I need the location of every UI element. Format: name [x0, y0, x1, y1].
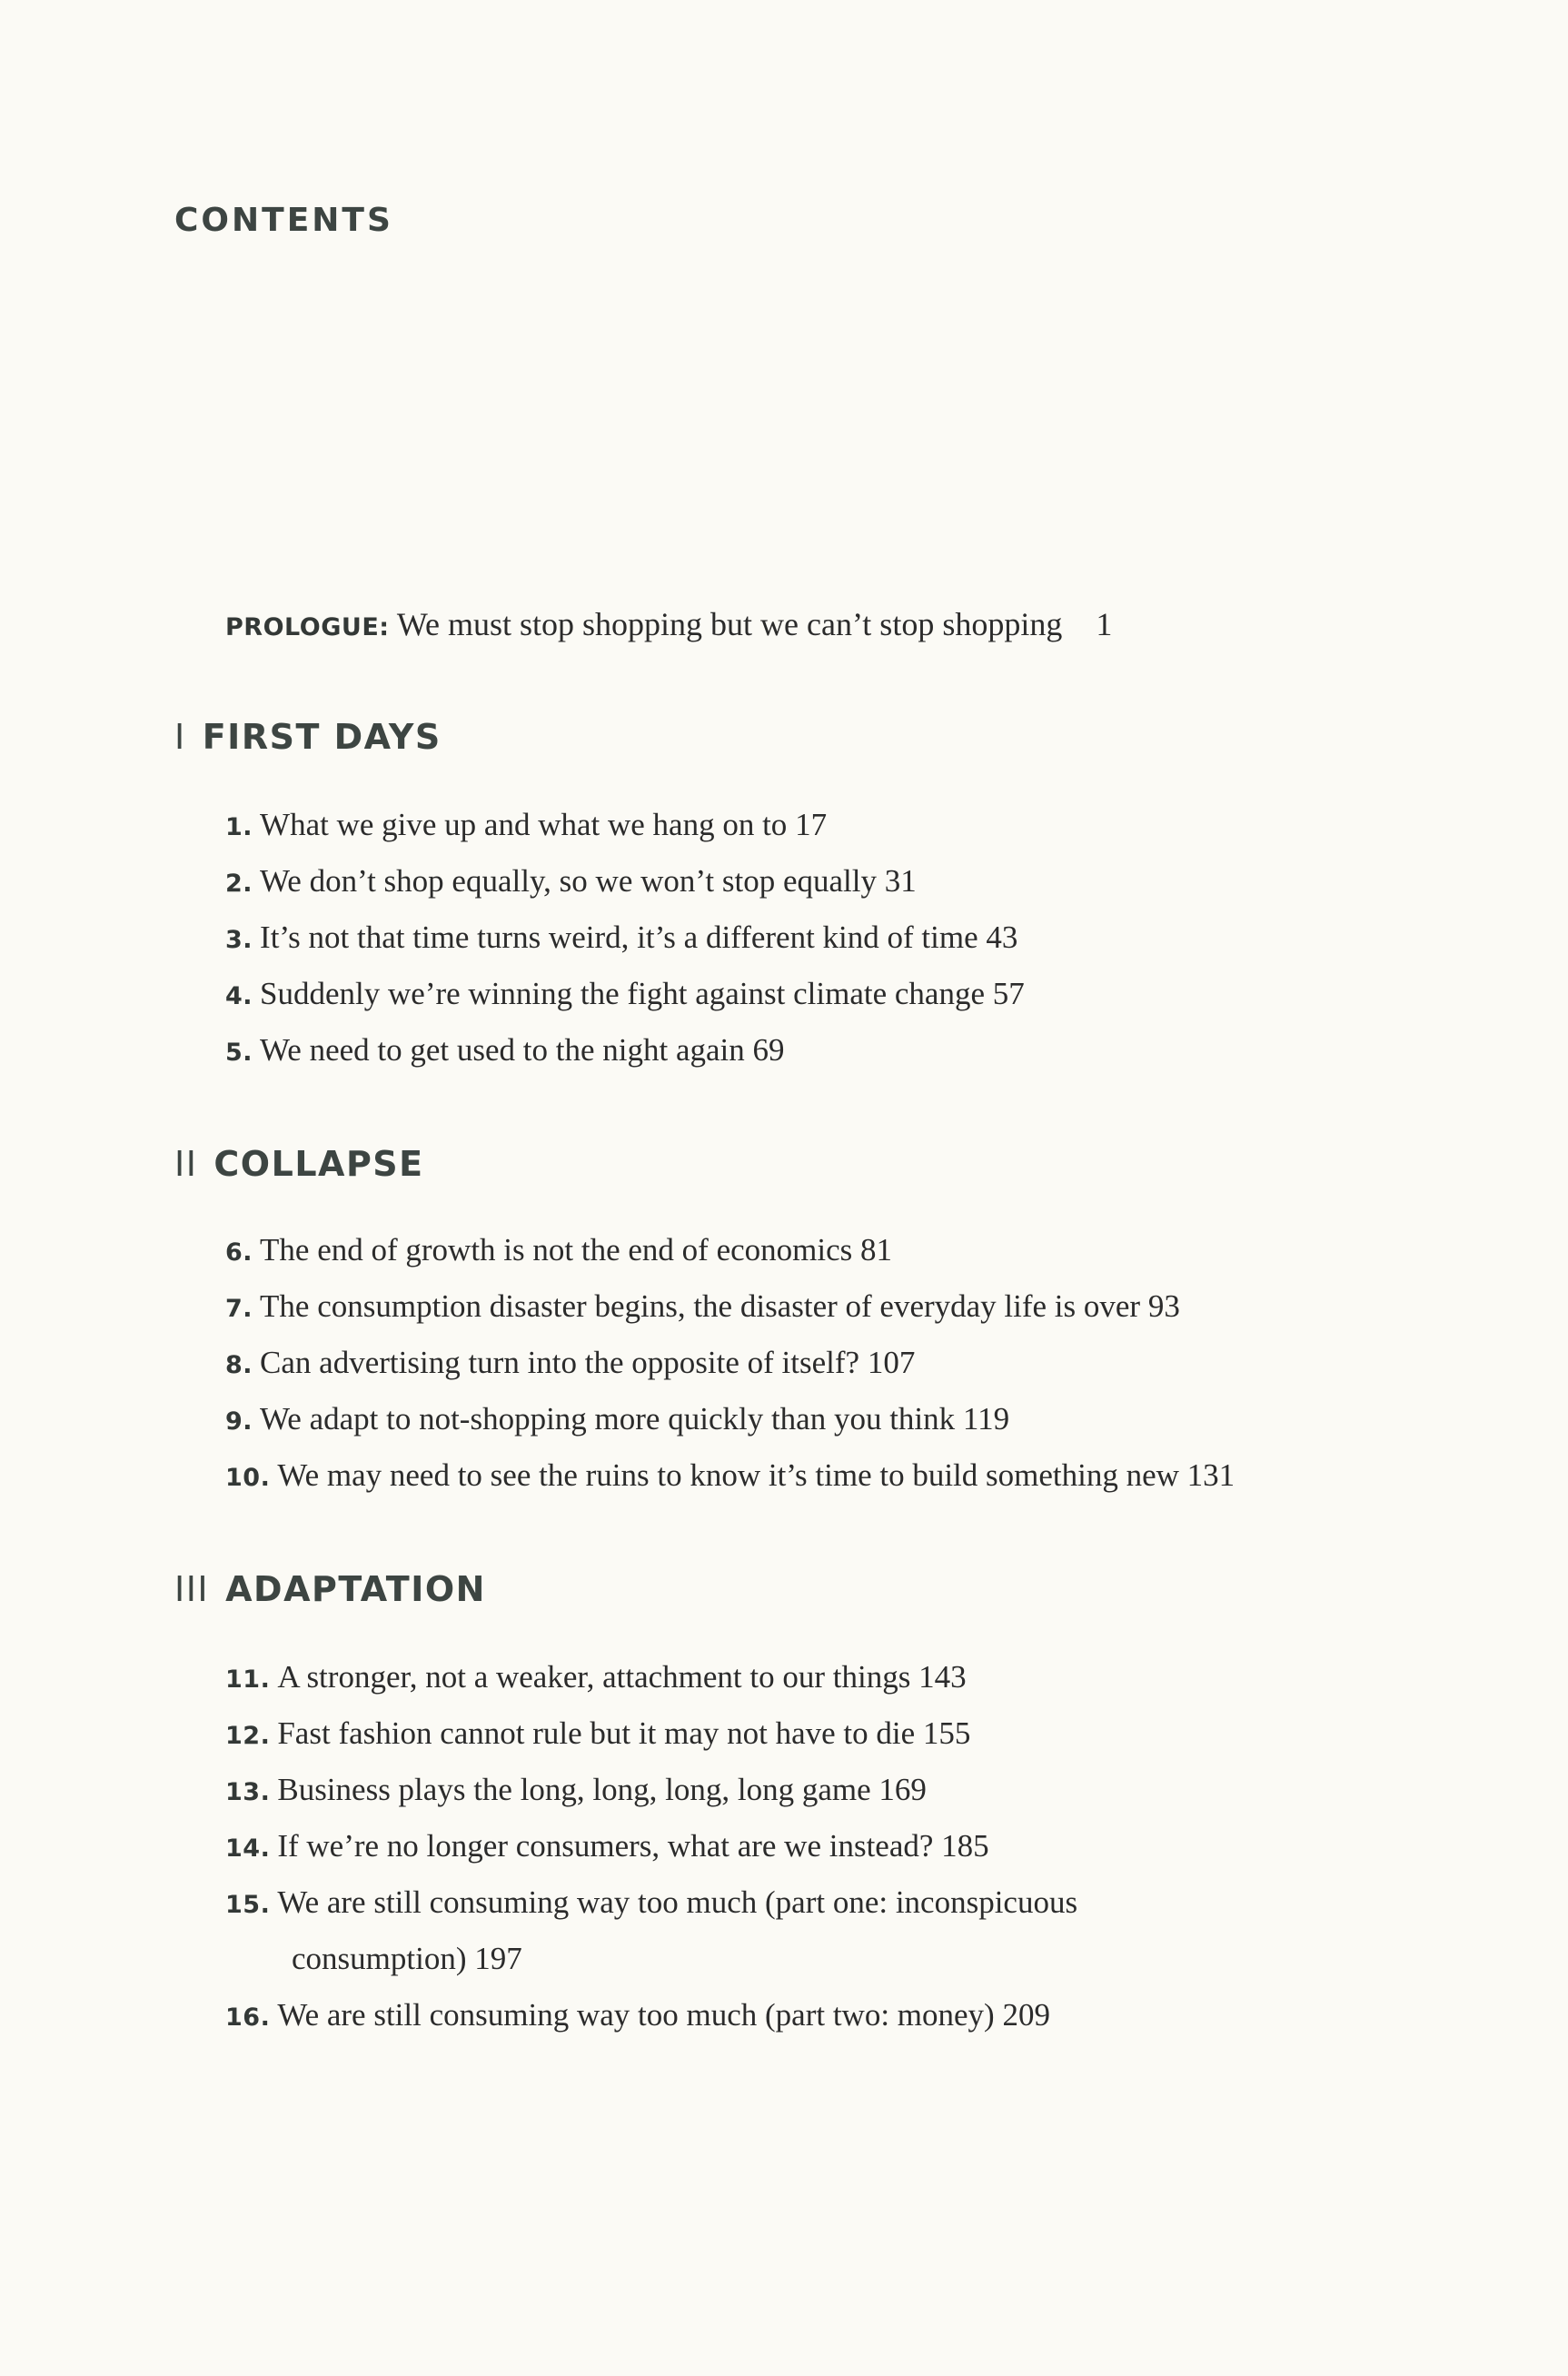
prologue-label: PROLOGUE:	[225, 613, 390, 641]
part-numeral: III	[174, 1569, 210, 1609]
part-numeral: II	[174, 1144, 198, 1184]
chapter-number: 13.	[225, 1778, 271, 1806]
chapter-number: 5.	[225, 1039, 253, 1067]
part-title: COLLAPSE	[213, 1144, 424, 1184]
chapter-entry	[225, 966, 1025, 1022]
chapter-number: 4.	[225, 982, 253, 1010]
chapter-entry	[225, 1447, 1235, 1504]
chapter-entry	[225, 1278, 1235, 1335]
chapter-number: 9.	[225, 1407, 253, 1436]
chapter-entry	[225, 1335, 1235, 1391]
chapter-entry	[225, 853, 1025, 910]
chapter-page: 119	[962, 1401, 1010, 1437]
chapter-title: The end of growth is not the end of economics	[260, 1232, 853, 1268]
chapter-title: We need to get used to the night again	[260, 1032, 745, 1068]
chapter-title: We adapt to not-shopping more quickly than you think	[260, 1401, 956, 1437]
chapter-number: 11.	[225, 1665, 271, 1694]
chapter-number: 10.	[225, 1464, 271, 1492]
chapter-title: It’s not that time turns weird, it’s a different kind of time	[260, 920, 978, 955]
chapter-page: 209	[1002, 1997, 1050, 2033]
chapter-page: 57	[992, 976, 1025, 1011]
chapter-page: 155	[922, 1715, 971, 1751]
chapter-title: The consumption disaster begins, the disaster of everyday life is over	[260, 1288, 1141, 1324]
part-title: FIRST DAYS	[202, 717, 442, 757]
chapter-title: What we give up and what we hang on to	[260, 807, 788, 842]
chapter-page: 169	[878, 1772, 927, 1807]
chapter-number: 2.	[225, 870, 253, 898]
chapter-page: 43	[986, 920, 1018, 955]
chapter-page: 81	[860, 1232, 892, 1268]
chapter-entry	[225, 1022, 1025, 1079]
chapter-number: 1.	[225, 813, 253, 841]
chapter-entry	[225, 1762, 1077, 1818]
chapter-number: 12.	[225, 1722, 271, 1750]
chapter-entry	[225, 1705, 1077, 1762]
chapter-list-part-3	[225, 1649, 1077, 2043]
chapter-entry	[225, 910, 1025, 966]
chapter-number: 14.	[225, 1834, 271, 1863]
chapter-title: Can advertising turn into the opposite of itself?	[260, 1345, 860, 1380]
chapter-list-part-1	[225, 797, 1025, 1079]
chapter-title: We are still consuming way too much (part two: money)	[277, 1997, 995, 2033]
chapter-title: If we’re no longer consumers, what are we instead?	[277, 1828, 934, 1864]
chapter-title: Fast fashion cannot rule but it may not have to die	[277, 1715, 916, 1751]
chapter-list-part-2	[225, 1222, 1235, 1504]
chapter-entry	[225, 1874, 1077, 1931]
chapter-entry	[225, 1987, 1077, 2043]
chapter-entry-continued	[225, 1931, 1077, 1987]
page-title: CONTENTS	[174, 202, 393, 239]
chapter-page: 197	[474, 1941, 522, 1976]
chapter-page: 31	[884, 863, 917, 899]
chapter-title: We are still consuming way too much (part one: inconspicuous	[277, 1884, 1078, 1920]
part-heading-1	[174, 714, 442, 760]
chapter-title-continued: consumption)	[292, 1941, 467, 1976]
chapter-page: 185	[941, 1828, 989, 1864]
prologue-entry	[225, 596, 1112, 652]
prologue-title: We must stop shopping but we can’t stop shopping	[396, 606, 1063, 642]
chapter-title: Suddenly we’re winning the fight against climate change	[260, 976, 986, 1011]
chapter-page: 17	[795, 807, 828, 842]
chapter-title: Business plays the long, long, long, long game	[277, 1772, 871, 1807]
chapter-number: 3.	[225, 926, 253, 954]
chapter-title: We may need to see the ruins to know it’s time to build something new	[277, 1457, 1179, 1493]
chapter-title: We don’t shop equally, so we won’t stop equally	[260, 863, 877, 899]
chapter-page: 107	[867, 1345, 916, 1380]
chapter-number: 8.	[225, 1351, 253, 1379]
chapter-number: 7.	[225, 1295, 253, 1323]
chapter-entry	[225, 1818, 1077, 1874]
prologue-page: 1	[1096, 606, 1113, 642]
chapter-page: 131	[1186, 1457, 1236, 1493]
chapter-page: 143	[918, 1659, 967, 1695]
part-numeral: I	[174, 717, 186, 757]
chapter-number: 6.	[225, 1238, 253, 1267]
chapter-page: 93	[1147, 1288, 1180, 1324]
chapter-entry	[225, 1391, 1235, 1447]
chapter-entry	[225, 797, 1025, 853]
chapter-number: 15.	[225, 1891, 271, 1919]
part-heading-2	[174, 1141, 424, 1187]
chapter-page: 69	[752, 1032, 785, 1068]
chapter-entry	[225, 1222, 1235, 1278]
chapter-title: A stronger, not a weaker, attachment to our things	[277, 1659, 911, 1695]
chapter-number: 16.	[225, 2003, 271, 2032]
chapter-entry	[225, 1649, 1077, 1705]
part-heading-3	[174, 1566, 486, 1612]
part-title: ADAPTATION	[225, 1569, 486, 1609]
